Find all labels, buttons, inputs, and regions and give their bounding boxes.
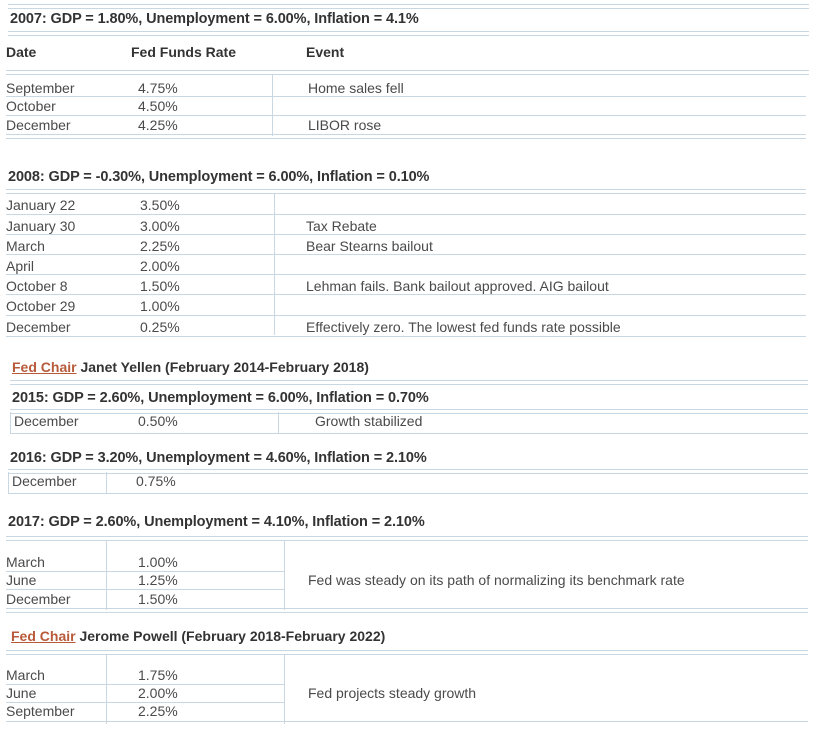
column-header-event: Event <box>306 44 345 60</box>
row-2015-dec-rate: 0.50% <box>138 413 178 429</box>
section-2016-header: 2016: GDP = 3.20%, Unemployment = 4.60%, Inflation = 2.10% <box>10 450 427 466</box>
row-2015-dec-event: Growth stabilized <box>315 413 423 429</box>
fed-chair-yellen <box>12 359 369 375</box>
row-2015-dec-date: December <box>14 413 79 429</box>
column-header-rate: Fed Funds Rate <box>131 44 237 60</box>
row-2008-dec-event: Effectively zero. The lowest fed funds rate possible <box>306 319 621 335</box>
fed-chair-link-2[interactable]: Fed Chair <box>11 628 76 644</box>
row-2008-apr-date: April <box>6 258 35 274</box>
row-2016-dec-date: December <box>12 473 77 489</box>
row-2007-dec-event: LIBOR rose <box>308 117 382 133</box>
section-2008-header: 2008: GDP = -0.30%, Unemployment = 6.00%, Inflation = 0.10% <box>8 169 430 185</box>
row-2017-jun-date: June <box>6 572 37 588</box>
row-2007-oct-rate: 4.50% <box>138 98 178 114</box>
row-2008-jan30-event: Tax Rebate <box>306 218 377 234</box>
row-2018-jun-event: Fed projects steady growth <box>308 685 477 701</box>
row-2017-mar-date: March <box>6 554 45 570</box>
row-2008-dec-date: December <box>6 319 71 335</box>
row-2008-oct8-event: Lehman fails. Bank bailout approved. AIG bailout <box>306 278 609 294</box>
row-2018-jun-date: June <box>6 685 37 701</box>
row-2018-mar-date: March <box>6 667 45 683</box>
section-2017-header: 2017: GDP = 2.60%, Unemployment = 4.10%, Inflation = 2.10% <box>8 514 425 530</box>
row-2008-mar-rate: 2.25% <box>140 238 180 254</box>
row-2018-sep-rate: 2.25% <box>138 703 178 719</box>
row-2017-dec-date: December <box>6 591 71 607</box>
row-2017-mar-rate: 1.00% <box>138 554 178 570</box>
row-2008-oct29-date: October 29 <box>6 298 76 314</box>
row-2018-sep-date: September <box>6 703 75 719</box>
row-2017-jun-event: Fed was steady on its path of normalizing its benchmark rate <box>308 572 685 588</box>
row-2007-sep-event: Home sales fell <box>308 80 404 96</box>
column-header-date: Date <box>6 44 37 60</box>
row-2007-sep-date: September <box>6 80 75 96</box>
row-2007-sep-rate: 4.75% <box>138 80 178 96</box>
row-2008-jan30-date: January 30 <box>6 218 76 234</box>
row-2007-dec-date: December <box>6 117 71 133</box>
row-2008-oct8-rate: 1.50% <box>140 278 180 294</box>
row-2008-jan22-rate: 3.50% <box>140 197 180 213</box>
fed-chair-yellen-text: Janet Yellen (February 2014-February 2018) <box>76 359 369 375</box>
fed-chair-powell-text: Jerome Powell (February 2018-February 2022) <box>75 628 386 644</box>
row-2017-jun-rate: 1.25% <box>138 572 178 588</box>
row-2008-jan30-rate: 3.00% <box>140 218 180 234</box>
row-2008-oct29-rate: 1.00% <box>140 298 180 314</box>
section-2007-header: 2007: GDP = 1.80%, Unemployment = 6.00%, Inflation = 4.1% <box>10 11 419 27</box>
row-2017-dec-rate: 1.50% <box>138 591 178 607</box>
row-2008-oct8-date: October 8 <box>6 278 68 294</box>
row-2018-jun-rate: 2.00% <box>138 685 178 701</box>
row-2008-apr-rate: 2.00% <box>140 258 180 274</box>
row-2008-dec-rate: 0.25% <box>140 319 180 335</box>
row-2008-jan22-date: January 22 <box>6 197 76 213</box>
row-2007-dec-rate: 4.25% <box>138 117 178 133</box>
row-2018-mar-rate: 1.75% <box>138 667 178 683</box>
row-2008-mar-date: March <box>6 238 45 254</box>
row-2008-mar-event: Bear Stearns bailout <box>306 238 433 254</box>
row-2016-dec-rate: 0.75% <box>136 473 176 489</box>
fed-chair-link[interactable]: Fed Chair <box>12 359 77 375</box>
fed-chair-powell <box>11 628 385 644</box>
section-2015-header: 2015: GDP = 2.60%, Unemployment = 6.00%, Inflation = 0.70% <box>12 390 429 406</box>
row-2007-oct-date: October <box>6 98 56 114</box>
